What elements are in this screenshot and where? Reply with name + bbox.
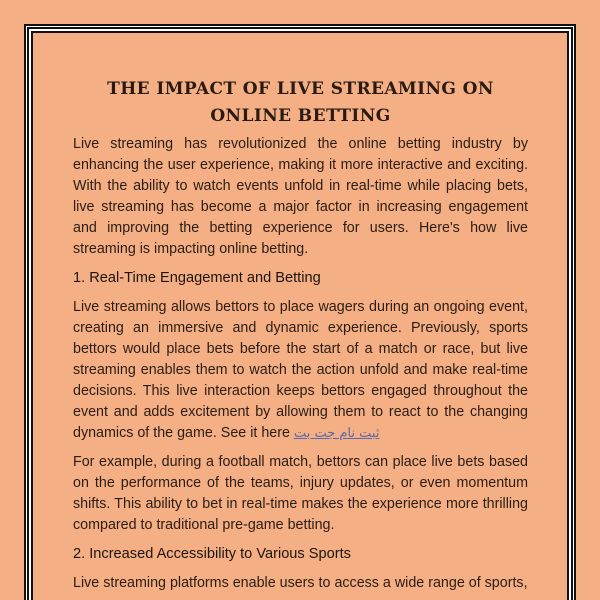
document-title: THE IMPACT OF LIVE STREAMING ON ONLINE BETTING: [107, 79, 494, 126]
section-1-paragraph-1: [73, 297, 528, 444]
section-heading-1: 1. Real-Time Engagement and Betting: [73, 270, 321, 286]
intro-paragraph: Live streaming has revolutionized the online betting industry by enhancing the user experience, making it more interactive and exciting. With the ability to watch events unfold in real-time while placing bets, live streaming has become a major factor in increasing engagement and improving the betting experience for users. Here's how live streaming is impacting online betting.: [73, 136, 528, 257]
section-1-paragraph-2: For example, during a football match, bettors can place live bets based on the performance of the teams, injury updates, or even momentum shifts. This ability to bet in real-time makes the experience more thrilling compared to traditional pre-game betting.: [73, 454, 528, 533]
see-it-here-link[interactable]: ثبت نام جت بت: [293, 426, 380, 441]
document-content: [73, 76, 528, 594]
section-heading-2: 2. Increased Accessibility to Various Sports: [73, 546, 351, 562]
section-1-paragraph-1-text: Live streaming allows bettors to place wagers during an ongoing event, creating an immersive and dynamic experience. Previously, sports bettors would place bets before the start of a match or race, but live streaming enables them to watch the action unfold and make real-time decisions. This live interaction keeps bettors engaged throughout the event and adds excitement by allowing them to react to the changing dynamics of the game. See it here: [73, 299, 528, 441]
section-2-paragraph-1: Live streaming platforms enable users to access a wide range of sports,: [73, 575, 528, 591]
